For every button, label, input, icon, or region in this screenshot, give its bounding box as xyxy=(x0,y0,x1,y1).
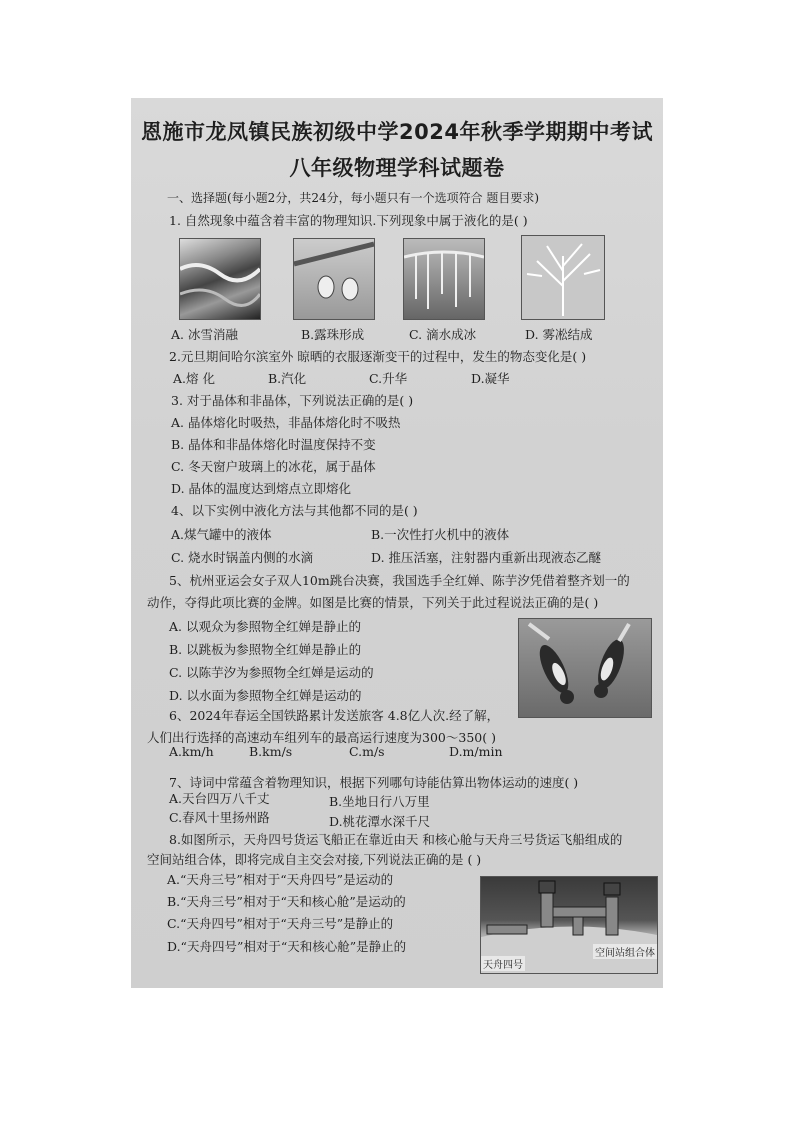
section-heading: 一、选择题(每小题2分，共24分，每小题只有一个选项符合 题目要求) xyxy=(167,191,540,205)
q2-option-a: A.熔 化 xyxy=(173,371,215,386)
question-5-stem-line1: 5、杭州亚运会女子双人10m跳台决赛，我国选手全红婵、陈芋汐凭借着整齐划一的 xyxy=(169,573,630,588)
q7-option-d: D.桃花潭水深千尺 xyxy=(329,814,431,829)
q3-option-b: B. 晶体和非晶体熔化时温度保持不变 xyxy=(171,437,376,452)
question-8-stem-line1: 8.如图所示，天舟四号货运飞船正在靠近由天 和核心舱与天舟三号货运飞船组成的 xyxy=(169,832,623,847)
q8-option-c: C.“天舟四号”相对于“天舟三号”是静止的 xyxy=(167,916,394,931)
q2-option-d: D.凝华 xyxy=(471,371,510,386)
question-5-stem-line2: 动作，夺得此项比赛的金牌。如图是比赛的情景，下列关于此过程说法正确的是( ) xyxy=(147,595,599,610)
question-1-stem: 1. 自然现象中蕴含着丰富的物理知识.下列现象中属于液化的是( ) xyxy=(169,213,528,228)
q8-image-space-station xyxy=(480,876,658,974)
question-6-stem-line1: 6、2024年春运全国铁路累计发送旅客 4.8亿人次.经了解， xyxy=(169,708,500,723)
question-7-stem: 7、诗词中常蕴含着物理知识，根据下列哪句诗能估算出物体运动的速度( ) xyxy=(169,775,579,790)
q1-option-b: B.露珠形成 xyxy=(301,327,365,342)
q8-option-a: A.“天舟三号”相对于“天舟四号”是运动的 xyxy=(167,872,394,887)
q3-option-a: A. 晶体熔化时吸热，非晶体熔化时不吸热 xyxy=(171,415,401,430)
q8-option-b: B.“天舟三号”相对于“天和核心舱”是运动的 xyxy=(167,894,406,909)
q8-option-d: D.“天舟四号”相对于“天和核心舱”是静止的 xyxy=(167,939,407,954)
question-4-stem: 4、以下实例中液化方法与其他都不同的是( ) xyxy=(171,503,418,518)
exam-title-line2: 八年级物理学科试题卷 xyxy=(289,156,505,180)
q4-option-c: C. 烧水时锅盖内侧的水滴 xyxy=(171,550,314,565)
q4-option-b: B.一次性打火机中的液体 xyxy=(371,527,510,542)
q6-option-d: D.m/min xyxy=(449,744,503,759)
q6-option-b: B.km/s xyxy=(249,744,293,759)
q6-option-c: C.m/s xyxy=(349,744,385,759)
question-8-stem-line2: 空间站组合体，即将完成自主交会对接,下列说法正确的是 ( ) xyxy=(147,852,482,867)
exam-title-line1: 恩施市龙凤镇民族初级中学2024年秋季学期期中考试 xyxy=(141,120,653,144)
question-6-stem-line2: 人们出行选择的高速动车组列车的最高运行速度为300～350( ) xyxy=(147,730,496,745)
q8-image-label-station: 空间站组合体 xyxy=(593,944,657,959)
question-3-stem: 3. 对于晶体和非晶体，下列说法正确的是( ) xyxy=(171,393,414,408)
q4-option-a: A.煤气罐中的液体 xyxy=(171,527,272,542)
q7-option-b: B.坐地日行八万里 xyxy=(329,794,430,809)
q1-option-c: C. 滴水成冰 xyxy=(409,327,477,342)
q1-image-dew-drops xyxy=(293,238,375,320)
q1-option-d: D. 雾凇结成 xyxy=(525,327,593,342)
q1-option-a: A. 冰雪消融 xyxy=(171,327,238,342)
q6-option-a: A.km/h xyxy=(169,744,214,759)
question-2-stem: 2.元旦期间哈尔滨室外 晾晒的衣服逐渐变干的过程中，发生的物态变化是( ) xyxy=(169,349,587,364)
q2-option-b: B.汽化 xyxy=(268,371,307,386)
q7-option-c: C.春风十里扬州路 xyxy=(169,810,270,825)
q2-option-c: C.升华 xyxy=(369,371,408,386)
q5-option-d: D. 以水面为参照物全红婵是运动的 xyxy=(169,688,362,703)
q5-option-c: C. 以陈芋汐为参照物全红婵是运动的 xyxy=(169,665,374,680)
q5-image-divers xyxy=(518,618,652,718)
q4-option-d: D. 推压活塞，注射器内重新出现液态乙醚 xyxy=(371,550,602,565)
q7-option-a: A.天台四万八千丈 xyxy=(169,791,270,806)
exam-paper xyxy=(131,98,663,988)
q3-option-c: C. 冬天窗户玻璃上的冰花，属于晶体 xyxy=(171,459,376,474)
q1-image-rime xyxy=(521,235,605,320)
q1-image-snow-melting xyxy=(179,238,261,320)
q5-option-a: A. 以观众为参照物全红婵是静止的 xyxy=(169,619,361,634)
q8-image-label-tianzhou4: 天舟四号 xyxy=(481,956,525,971)
q1-image-icicles xyxy=(403,238,485,320)
q3-option-d: D. 晶体的温度达到熔点立即熔化 xyxy=(171,481,352,496)
q5-option-b: B. 以跳板为参照物全红婵是静止的 xyxy=(169,642,362,657)
